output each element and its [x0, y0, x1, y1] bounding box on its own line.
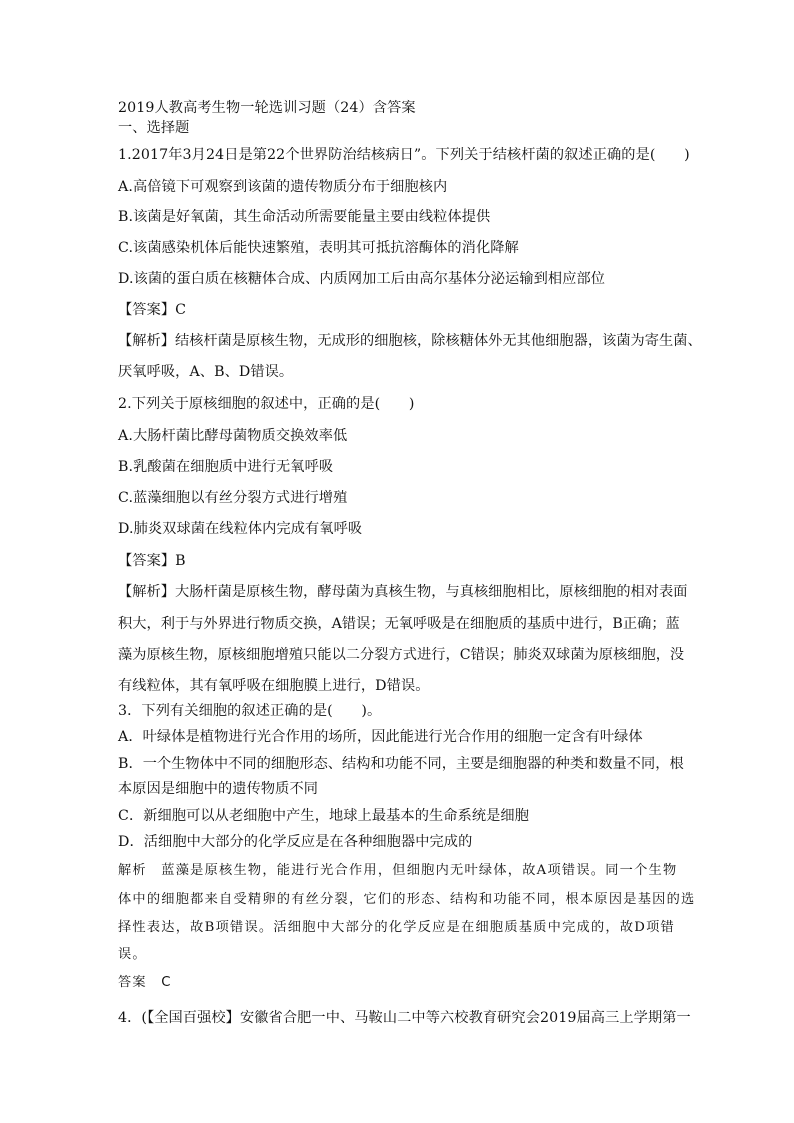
- question-3-answer: 答案 C: [118, 975, 172, 990]
- question-4-stem: 4．(【全国百强校】安徽省合肥一中、马鞍山二中等六校教育研究会2019届高三上学期第一: [118, 1010, 691, 1026]
- question-2-explanation-line: 积大，利于与外界进行物质交换，A错误；无氧呼吸是在细胞质的基质中进行，B正确；蓝: [118, 616, 680, 632]
- question-3-explanation-line: 解析 蓝藻是原核生物，能进行光合作用，但细胞内无叶绿体，故A项错误。同一个生物: [118, 863, 678, 878]
- section-heading: 一、选择题: [118, 120, 190, 136]
- question-3-option-a: A．叶绿体是植物进行光合作用的场所，因此能进行光合作用的细胞一定含有叶绿体: [118, 729, 643, 745]
- question-3-explanation-line: 择性表达，故B项错误。活细胞中大部分的化学反应是在细胞质基质中完成的，故D项错: [118, 920, 675, 935]
- question-3-option-b-continued: 本原因是细胞中的遗传物质不同: [118, 781, 319, 797]
- question-2-explanation-line: 【解析】大肠杆菌是原核生物，酵母菌为真核生物，与真核细胞相比，原核细胞的相对表面: [118, 584, 688, 600]
- question-2-option-a: A.大肠杆菌比酵母菌物质交换效率低: [118, 428, 348, 444]
- question-1-answer: 【答案】C: [118, 302, 187, 318]
- question-2-explanation-line: 藻为原核生物，原核细胞增殖只能以二分裂方式进行，C错误；肺炎双球菌为原核细胞，没: [118, 647, 685, 663]
- question-1-option-a: A.高倍镜下可观察到该菌的遗传物质分布于细胞核内: [118, 179, 448, 195]
- question-1-stem: 1.2017年3月24日是第22个世界防治结核病日”。下列关于结核杆菌的叙述正确的是( ): [118, 147, 690, 163]
- question-2-answer: 【答案】B: [118, 553, 186, 569]
- question-2-option-d: D.肺炎双球菌在线粒体内完成有氧呼吸: [118, 521, 363, 537]
- question-3-explanation-line: 误。: [118, 947, 147, 962]
- question-3-option-d: D．活细胞中大部分的化学反应是在各种细胞器中完成的: [118, 834, 473, 850]
- document-title: 2019人教高考生物一轮选训习题（24）含答案: [118, 100, 416, 116]
- question-3-explanation-line: 体中的细胞都来自受精卵的有丝分裂，它们的形态、结构和功能不同，根本原因是基因的选: [118, 892, 696, 907]
- question-3-stem: 3．下列有关细胞的叙述正确的是( )。: [118, 703, 382, 719]
- question-2-option-c: C.蓝藻细胞以有丝分裂方式进行增殖: [118, 490, 348, 506]
- question-2-option-b: B.乳酸菌在细胞质中进行无氧呼吸: [118, 459, 334, 475]
- question-1-option-c: C.该菌感染机体后能快速繁殖，表明其可抵抗溶酶体的消化降解: [118, 240, 519, 256]
- question-2-explanation-line: 有线粒体，其有氧呼吸在细胞膜上进行，D错误。: [118, 678, 430, 694]
- question-1-option-b: B.该菌是好氧菌，其生命活动所需要能量主要由线粒体提供: [118, 209, 491, 225]
- question-1-explanation-line: 厌氧呼吸，A、B、D错误。: [118, 364, 294, 380]
- question-2-stem: 2.下列关于原核细胞的叙述中，正确的是( ): [118, 396, 415, 412]
- question-1-explanation-line: 【解析】结核杆菌是原核生物，无成形的细胞核，除核糖体外无其他细胞器，该菌为寄生菌、: [118, 333, 702, 349]
- question-1-option-d: D.该菌的蛋白质在核糖体合成、内质网加工后由高尔基体分泌运输到相应部位: [118, 271, 606, 287]
- question-3-option-b: B．一个生物体中不同的细胞形态、结构和功能不同，主要是细胞器的种类和数量不同，根: [118, 756, 684, 772]
- question-3-option-c: C．新细胞可以从老细胞中产生，地球上最基本的生命系统是细胞: [118, 808, 530, 824]
